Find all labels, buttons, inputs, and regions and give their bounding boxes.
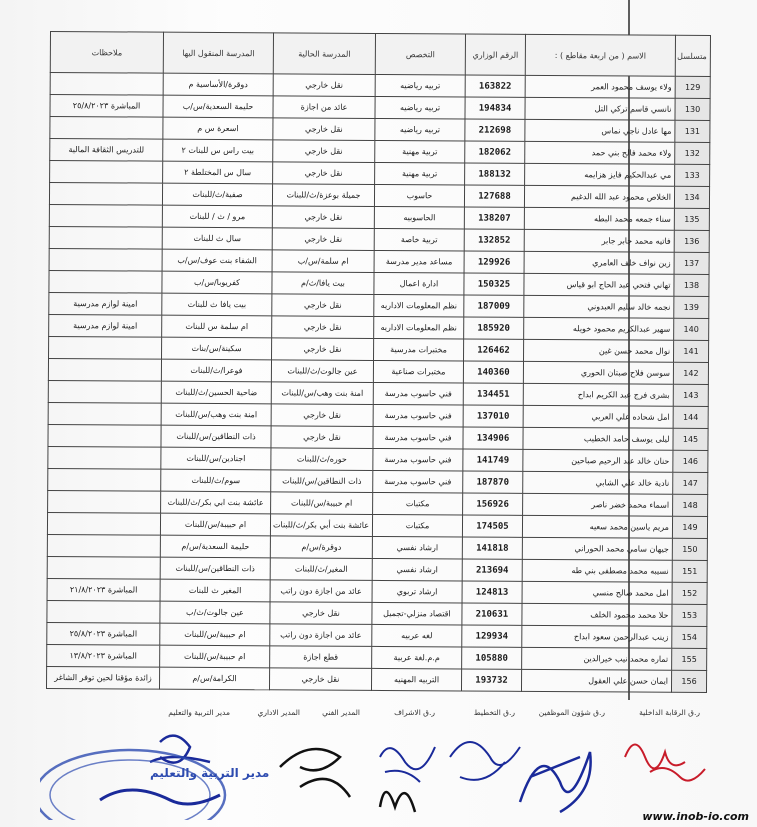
row-name: نوال محمد حسن غين bbox=[524, 339, 674, 362]
row-current-school: قطع اجازة bbox=[270, 646, 372, 669]
row-specialization: ارشاد نفسي bbox=[372, 536, 462, 559]
transfer-table bbox=[46, 31, 711, 693]
row-specialization: ادارة اعمال bbox=[374, 272, 464, 295]
row-current-school: نقل خارجي bbox=[269, 668, 371, 691]
row-specialization: تربيه رياضيه bbox=[375, 118, 465, 141]
row-notes bbox=[47, 556, 160, 579]
row-notes bbox=[49, 226, 162, 249]
row-specialization: تربية مهنية bbox=[375, 140, 465, 163]
row-target-school: ام حبيبة/س/للبنات bbox=[160, 623, 270, 646]
row-ministry-no: 127688 bbox=[464, 185, 524, 207]
row-name: حلا محمد محمود الخلف bbox=[522, 603, 672, 626]
row-target-school: حليمة السعدية/س/م bbox=[160, 535, 270, 558]
row-serial: 134 bbox=[674, 186, 709, 208]
row-current-school: نقل خارجي bbox=[272, 294, 374, 317]
row-notes bbox=[48, 380, 161, 403]
row-specialization: ارشاد نفسي bbox=[372, 558, 462, 581]
row-specialization: مكتبات bbox=[372, 514, 462, 537]
row-specialization: فني حاسوب مدرسة bbox=[373, 382, 463, 405]
row-current-school: نقل خارجي bbox=[271, 426, 373, 449]
signature-label: مدير التربية والتعليم bbox=[168, 708, 230, 717]
row-current-school: حوره/ث/للبنات bbox=[271, 448, 373, 471]
row-ministry-no: 187870 bbox=[463, 471, 523, 493]
row-target-school: اجنادين/س/للبنات bbox=[161, 447, 271, 470]
row-name: مها عادل ناجي نماس bbox=[525, 119, 675, 142]
row-ministry-no: 193732 bbox=[461, 669, 521, 691]
row-notes: المباشرة ٢٥/٨/٢٠٢٣ bbox=[50, 94, 163, 117]
row-ministry-no: 187009 bbox=[464, 295, 524, 317]
row-serial: 154 bbox=[672, 626, 707, 648]
row-notes bbox=[48, 402, 161, 425]
row-serial: 146 bbox=[673, 450, 708, 472]
row-name: نسيبه محمد مصطفى بني طه bbox=[522, 559, 672, 582]
row-current-school: بيت يافا/ث/م bbox=[272, 272, 374, 295]
row-current-school: عين جالوت/ث/للبنات bbox=[271, 360, 373, 383]
stamp-text: مدير التربية والتعليم bbox=[150, 766, 270, 780]
row-current-school: نقل خارجي bbox=[272, 316, 374, 339]
signature-label: المدير الفني bbox=[322, 708, 360, 717]
row-ministry-no: 188132 bbox=[465, 163, 525, 185]
row-notes bbox=[47, 534, 160, 557]
row-serial: 130 bbox=[675, 98, 710, 120]
row-target-school: ام حبيبة/س/للبنات bbox=[160, 645, 270, 668]
row-current-school: عائشة بنت أبي بكر/ث/للبنات bbox=[270, 514, 372, 537]
row-serial: 129 bbox=[675, 76, 710, 98]
row-name: تهاني فتحي عبد الحاج ابو قياس bbox=[524, 273, 674, 296]
row-notes bbox=[49, 204, 162, 227]
row-specialization: الحاسوبيه bbox=[374, 206, 464, 229]
row-notes: للتدريس الثقافة المالية bbox=[50, 138, 163, 161]
row-ministry-no: 213694 bbox=[462, 559, 522, 581]
row-current-school: امنة بنت وهب/س/للبنات bbox=[271, 382, 373, 405]
signature-red bbox=[625, 745, 705, 781]
row-notes bbox=[47, 600, 160, 623]
row-target-school: عائشة بنت ابي بكر/ث/للبنات bbox=[161, 491, 271, 514]
row-current-school: جميلة بوعزة/ث/للبنات bbox=[272, 184, 374, 207]
row-current-school: المغير/ث/للبنات bbox=[270, 558, 372, 581]
row-name: مريم ياسين محمد سعيه bbox=[522, 515, 672, 538]
row-serial: 156 bbox=[671, 670, 706, 692]
row-name: اسماء محمد خضر ناصر bbox=[523, 493, 673, 516]
row-ministry-no: 126462 bbox=[464, 339, 524, 361]
row-notes bbox=[48, 468, 161, 491]
row-ministry-no: 138207 bbox=[464, 207, 524, 229]
official-stamp bbox=[40, 740, 270, 820]
row-specialization: فني حاسوب مدرسة bbox=[373, 404, 463, 427]
row-target-school: كفريوبا/س/ب bbox=[162, 271, 272, 294]
row-serial: 140 bbox=[674, 318, 709, 340]
row-target-school: اسعرة س م bbox=[163, 117, 273, 140]
row-name: سناء جمعه محمد البطه bbox=[524, 207, 674, 230]
row-current-school: نقل خارجي bbox=[273, 118, 375, 141]
row-current-school: نقل خارجي bbox=[273, 74, 375, 97]
row-ministry-no: 194834 bbox=[465, 97, 525, 119]
row-target-school: حليمة السعدية/س/ب bbox=[163, 95, 273, 118]
signature-label: المدير الاداري bbox=[257, 708, 300, 717]
row-target-school: امنة بنت وهب/س/للبنات bbox=[161, 403, 271, 426]
row-ministry-no: 137010 bbox=[463, 405, 523, 427]
signature-black bbox=[280, 749, 415, 812]
row-ministry-no: 124813 bbox=[462, 581, 522, 603]
row-specialization: نظم المعلومات الاداريه bbox=[374, 294, 464, 317]
signature-label: ر.ق شؤون الموظفين bbox=[538, 708, 605, 717]
row-name: ولاء محمد فالح بني حمد bbox=[525, 141, 675, 164]
row-current-school: ام حبيبة/س/للبنات bbox=[271, 492, 373, 515]
row-serial: 152 bbox=[672, 582, 707, 604]
row-ministry-no: 163822 bbox=[465, 75, 525, 97]
table-header-row bbox=[50, 31, 710, 76]
row-notes: المباشرة ١٣/٨/٢٠٢٣ bbox=[47, 644, 160, 667]
row-current-school: ذات النطاقين/س/للبنات bbox=[271, 470, 373, 493]
row-serial: 136 bbox=[674, 230, 709, 252]
row-ministry-no: 134451 bbox=[463, 383, 523, 405]
signature-label: ر.ق الاشراف bbox=[394, 708, 435, 717]
row-name: سوسن فلاح صبتان الحوري bbox=[523, 361, 673, 384]
row-specialization: فني حاسوب مدرسة bbox=[373, 448, 463, 471]
row-name: سهير عبدالكريم محمود خويله bbox=[524, 317, 674, 340]
row-target-school: فوعرا/ث/للبنات bbox=[161, 359, 271, 382]
row-ministry-no: 185920 bbox=[464, 317, 524, 339]
row-serial: 144 bbox=[673, 406, 708, 428]
row-notes: المباشرة ٢٥/٨/٢٠٢٣ bbox=[47, 622, 160, 645]
row-serial: 131 bbox=[675, 120, 710, 142]
table-row bbox=[46, 666, 706, 692]
row-current-school: نقل خارجي bbox=[273, 162, 375, 185]
row-notes: المباشرة ٢١/٨/٢٠٢٣ bbox=[47, 578, 160, 601]
row-notes: زائدة مؤقتا لحين توفر الشاغر bbox=[46, 666, 159, 689]
row-notes bbox=[50, 72, 163, 95]
row-name: بشرى فرج عبد الكريم ابداح bbox=[523, 383, 673, 406]
watermark-url: www.inob-io.com bbox=[642, 810, 749, 823]
row-target-school: ام سلمة س للبنات bbox=[162, 315, 272, 338]
row-current-school: نقل خارجي bbox=[272, 228, 374, 251]
row-target-school: الشفاء بنت عوف/س/ب bbox=[162, 249, 272, 272]
row-name: ايمان حسن علي العقول bbox=[521, 669, 671, 692]
row-target-school: ام حبيبة/س/للبنات bbox=[160, 513, 270, 536]
row-specialization: التربيه المهنيه bbox=[371, 668, 461, 691]
row-ministry-no: 105880 bbox=[462, 647, 522, 669]
signature-blue-1 bbox=[520, 752, 591, 812]
row-target-school: ذات النطاقين/س/للبنات bbox=[160, 557, 270, 580]
row-serial: 149 bbox=[672, 516, 707, 538]
row-notes bbox=[50, 160, 163, 183]
row-ministry-no: 141749 bbox=[463, 449, 523, 471]
row-name: نجمه خالد سليم العبدوني bbox=[524, 295, 674, 318]
header-notes: ملاحظات bbox=[50, 31, 163, 73]
row-name: زينب عبدالرحمن سعود ابداح bbox=[522, 625, 672, 648]
row-notes: امينة لوازم مدرسية bbox=[49, 314, 162, 337]
row-notes bbox=[49, 248, 162, 271]
row-current-school: نقل خارجي bbox=[271, 404, 373, 427]
row-target-school: مرو / ث / للبنات bbox=[162, 205, 272, 228]
row-specialization: تربية مهنية bbox=[375, 162, 465, 185]
row-name: حنان خالد عبد الرحيم صباحين bbox=[523, 449, 673, 472]
row-specialization: تربيه رياضيه bbox=[375, 96, 465, 119]
row-specialization: لغه عربيه bbox=[372, 624, 462, 647]
header-ministry-no: الرقم الوزاري bbox=[465, 34, 525, 75]
row-current-school: عائد من اجازة دون راتب bbox=[270, 624, 372, 647]
row-notes bbox=[47, 512, 160, 535]
row-current-school: نقل خارجي bbox=[272, 338, 374, 361]
row-specialization: فني حاسوب مدرسة bbox=[373, 426, 463, 449]
row-notes bbox=[48, 490, 161, 513]
row-notes bbox=[49, 182, 162, 205]
row-specialization: مختبرات مدرسية bbox=[374, 338, 464, 361]
row-current-school: عائد من اجازة دون راتب bbox=[270, 580, 372, 603]
row-current-school: ام سلمة/س/ب bbox=[272, 250, 374, 273]
row-notes bbox=[50, 116, 163, 139]
header-target-school: المدرسة المنقول اليها bbox=[163, 32, 273, 74]
row-serial: 151 bbox=[672, 560, 707, 582]
row-target-school: ضاحية الحسين/ث/للبنات bbox=[161, 381, 271, 404]
row-ministry-no: 156926 bbox=[463, 493, 523, 515]
row-ministry-no: 212698 bbox=[465, 119, 525, 141]
row-specialization: تربيه رياضيه bbox=[375, 74, 465, 97]
header-current-school: المدرسة الحالية bbox=[273, 33, 375, 75]
row-serial: 133 bbox=[675, 164, 710, 186]
row-name: نادية خالد علي الشابي bbox=[523, 471, 673, 494]
row-specialization: اقتصاد منزلي-تجميل bbox=[372, 602, 462, 625]
row-serial: 143 bbox=[673, 384, 708, 406]
row-name: تماره محمد نيب خيرالدين bbox=[522, 647, 672, 670]
row-specialization: ارشاد تربوي bbox=[372, 580, 462, 603]
table-body bbox=[46, 72, 710, 692]
signature-label: ر.ق الرقابة الداخلية bbox=[639, 708, 700, 717]
row-target-school: عين جالوت/ث/ب bbox=[160, 601, 270, 624]
row-target-school: صفية/ث/للبنات bbox=[162, 183, 272, 206]
row-serial: 135 bbox=[674, 208, 709, 230]
row-target-school: سكينة/س/بنات bbox=[162, 337, 272, 360]
row-specialization: تربية خاصة bbox=[374, 228, 464, 251]
signature-blue-3 bbox=[380, 747, 435, 782]
row-name: امل محمد صالح منسي bbox=[522, 581, 672, 604]
row-target-school: دوقرة/الأساسية م bbox=[163, 73, 273, 96]
row-target-school: سال س المختلطة ٢ bbox=[163, 161, 273, 184]
row-serial: 150 bbox=[672, 538, 707, 560]
row-name: الخلاص محمود عبد الله الدغيم bbox=[524, 185, 674, 208]
row-current-school: عائد من اجازة bbox=[273, 96, 375, 119]
row-notes bbox=[49, 336, 162, 359]
row-notes bbox=[48, 424, 161, 447]
row-target-school: ذات النطاقين/س/للبنات bbox=[161, 425, 271, 448]
row-target-school: الكرامة/س/م bbox=[159, 667, 269, 690]
header-specialization: التخصص bbox=[375, 33, 465, 75]
header-serial: متسلسل bbox=[675, 35, 710, 76]
row-serial: 145 bbox=[673, 428, 708, 450]
row-serial: 141 bbox=[674, 340, 709, 362]
row-ministry-no: 141818 bbox=[462, 537, 522, 559]
row-target-school: بيت راس س للبنات ٢ bbox=[163, 139, 273, 162]
signature-blue-2 bbox=[450, 742, 520, 780]
row-name: فاتيه محمد جابر جابر bbox=[524, 229, 674, 252]
row-specialization: مختبرات صناعية bbox=[373, 360, 463, 383]
row-ministry-no: 182062 bbox=[465, 141, 525, 163]
row-target-school: سال ث للبنات bbox=[162, 227, 272, 250]
header-name: الاسم ( من اربعة مقاطع ) : bbox=[525, 34, 675, 76]
row-specialization: م.م.لغة عربية bbox=[372, 646, 462, 669]
signature-label: ر.ق التخطيط bbox=[473, 708, 515, 717]
row-target-school: سوم/ث/للبنات bbox=[161, 469, 271, 492]
row-name: ولاء يوسف محمود العمر bbox=[525, 75, 675, 98]
row-name: زين نواف خلف العامري bbox=[524, 251, 674, 274]
row-notes bbox=[48, 358, 161, 381]
row-name: جيهان سامي محمد الحوراني bbox=[522, 537, 672, 560]
row-current-school: نقل خارجي bbox=[270, 602, 372, 625]
row-serial: 139 bbox=[674, 296, 709, 318]
row-notes bbox=[48, 446, 161, 469]
row-serial: 148 bbox=[673, 494, 708, 516]
row-serial: 138 bbox=[674, 274, 709, 296]
row-specialization: نظم المعلومات الاداريه bbox=[374, 316, 464, 339]
row-current-school: نقل خارجي bbox=[273, 140, 375, 163]
row-name: مي عبدالحكيم فايز هزايمه bbox=[525, 163, 675, 186]
row-serial: 137 bbox=[674, 252, 709, 274]
row-target-school: بيت يافا ث للبنات bbox=[162, 293, 272, 316]
row-specialization: فني حاسوب مدرسة bbox=[373, 470, 463, 493]
row-specialization: حاسوب bbox=[374, 184, 464, 207]
row-ministry-no: 150325 bbox=[464, 273, 524, 295]
row-current-school: دوقرة/س/م bbox=[270, 536, 372, 559]
row-ministry-no: 210631 bbox=[462, 603, 522, 625]
row-serial: 132 bbox=[675, 142, 710, 164]
row-serial: 153 bbox=[672, 604, 707, 626]
row-name: ليلى يوسف حامد الخطيب bbox=[523, 427, 673, 450]
row-notes bbox=[49, 270, 162, 293]
row-ministry-no: 129926 bbox=[464, 251, 524, 273]
row-specialization: مساعد مدير مدرسة bbox=[374, 250, 464, 273]
row-ministry-no: 140360 bbox=[463, 361, 523, 383]
row-notes: امينة لوازم مدرسية bbox=[49, 292, 162, 315]
row-name: امل شحاده علي العربي bbox=[523, 405, 673, 428]
row-ministry-no: 134906 bbox=[463, 427, 523, 449]
row-target-school: المغير ث للبنات bbox=[160, 579, 270, 602]
row-ministry-no: 174505 bbox=[462, 515, 522, 537]
row-name: نانسي قاسم تركي التل bbox=[525, 97, 675, 120]
row-serial: 142 bbox=[673, 362, 708, 384]
row-serial: 147 bbox=[673, 472, 708, 494]
row-specialization: مكتبات bbox=[373, 492, 463, 515]
row-serial: 155 bbox=[672, 648, 707, 670]
row-current-school: نقل خارجي bbox=[272, 206, 374, 229]
row-ministry-no: 129934 bbox=[462, 625, 522, 647]
row-ministry-no: 132852 bbox=[464, 229, 524, 251]
